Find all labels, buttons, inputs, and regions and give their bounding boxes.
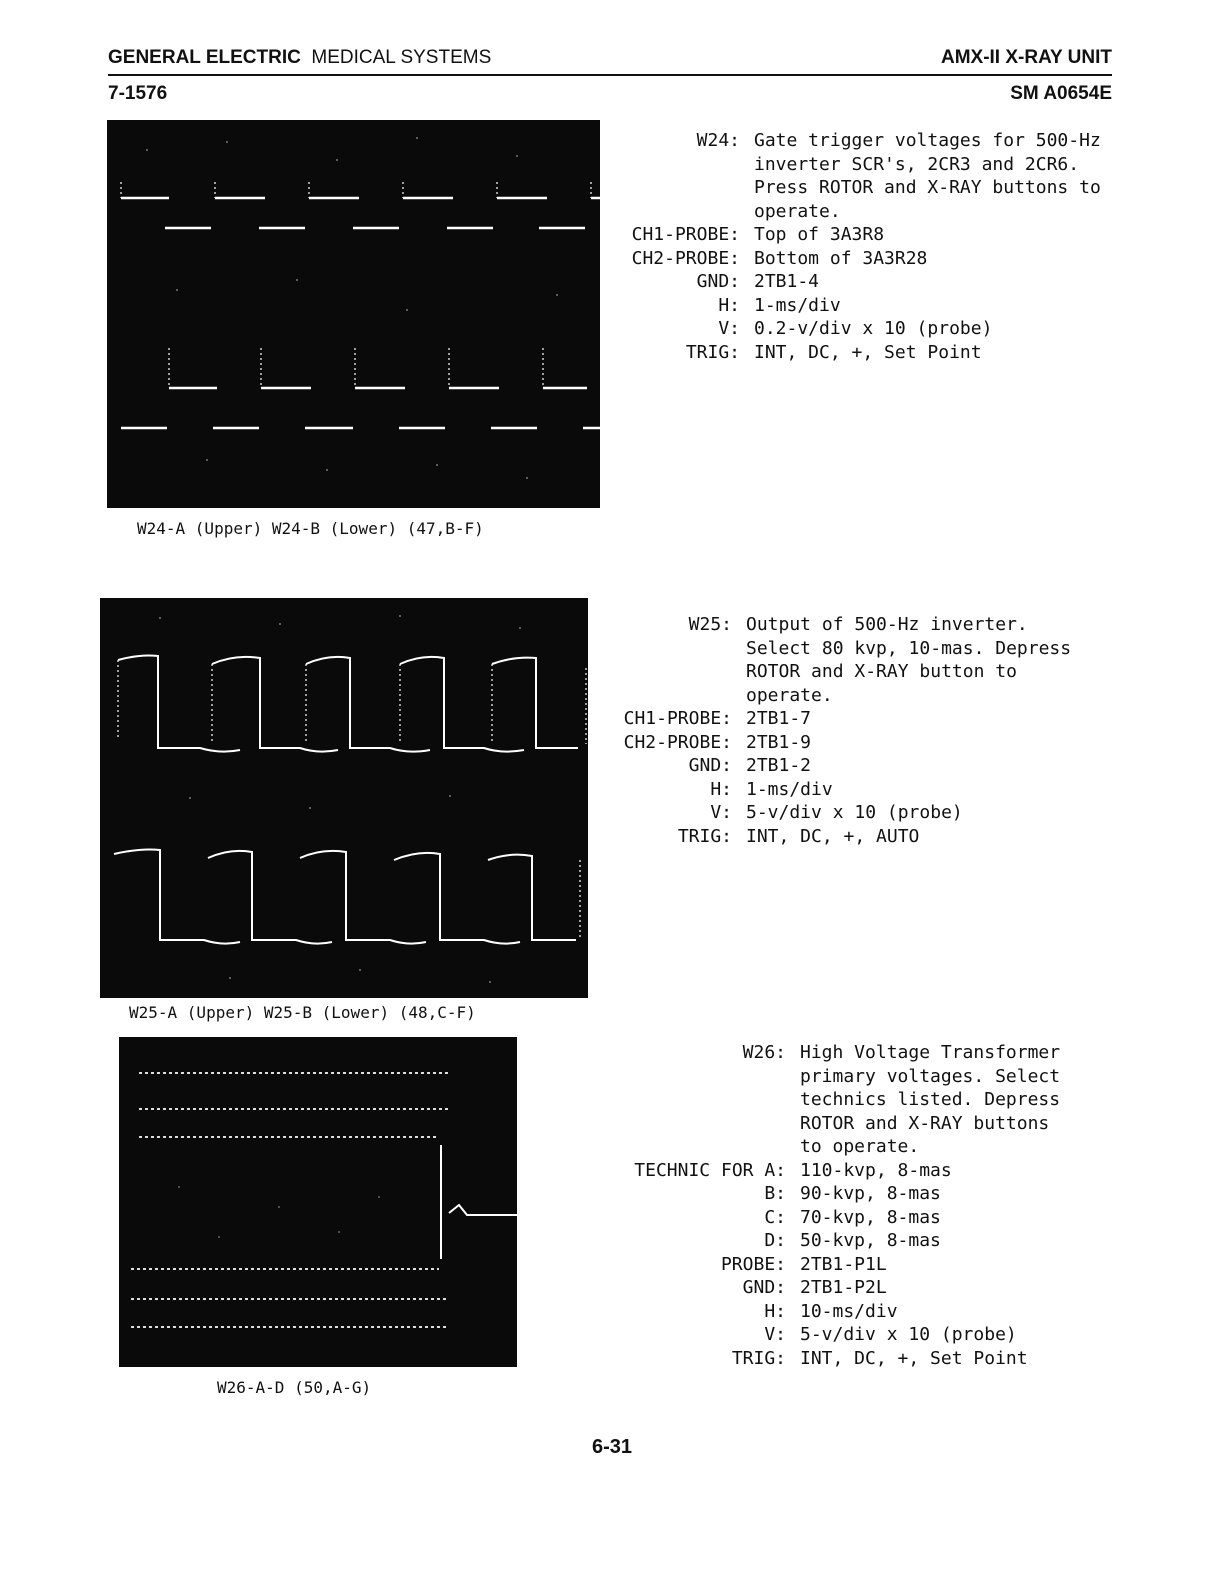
- spec-value: INT, DC, +, Set Point: [754, 341, 982, 363]
- scope-photo-w24: [107, 120, 600, 508]
- waveform-trace-w24: [107, 120, 600, 508]
- figure-id: W26:: [742, 1042, 786, 1063]
- desc-line: ROTOR and X-RAY buttons: [800, 1112, 1050, 1134]
- spec-row: [600, 223, 1101, 247]
- spec-label: GND:: [742, 1277, 786, 1298]
- spec-label: GND:: [688, 755, 732, 776]
- spec-row: [618, 1041, 1060, 1159]
- spec-value: 5-v/div x 10 (probe): [746, 802, 963, 823]
- spec-row: [600, 341, 1101, 365]
- spec-block-w25: [592, 613, 1071, 848]
- spec-value: 50-kvp, 8-mas: [800, 1230, 941, 1251]
- spec-row: [600, 129, 1101, 223]
- spec-label: H:: [764, 1300, 786, 1322]
- desc-line: primary voltages. Select: [800, 1065, 1061, 1087]
- spec-row: [618, 1182, 1060, 1206]
- desc-line: Press ROTOR and X-RAY buttons to: [754, 177, 1101, 198]
- spec-row: [618, 1347, 1060, 1371]
- spec-value: 1-ms/div: [746, 778, 833, 800]
- spec-label: V:: [764, 1324, 786, 1345]
- desc-line: operate.: [746, 684, 833, 706]
- figure-caption-w26: W26-A-D (50,A-G): [217, 1378, 372, 1397]
- header-unit: AMX-II X-RAY UNIT: [940, 47, 1112, 68]
- spec-value: 2TB1-9: [746, 731, 812, 753]
- spec-value: 10-ms/div: [800, 1300, 898, 1322]
- waveform-trace-w26: [119, 1037, 517, 1367]
- header-company: [108, 47, 491, 69]
- spec-label: PROBE:: [720, 1253, 786, 1275]
- figure-description: [786, 1041, 1060, 1159]
- spec-row: [592, 731, 1071, 755]
- spec-label: CH1-PROBE:: [631, 224, 740, 245]
- desc-line: operate.: [754, 200, 841, 222]
- spec-row: [592, 801, 1071, 825]
- desc-line: High Voltage Transformer: [800, 1042, 1061, 1063]
- spec-row: [618, 1229, 1060, 1253]
- spec-row: [618, 1159, 1060, 1183]
- spec-block-w26: [618, 1041, 1060, 1370]
- figure-caption-w25: W25-A (Upper) W25-B (Lower) (48,C-F): [129, 1003, 476, 1022]
- spec-label: GND:: [696, 271, 740, 292]
- desc-line: inverter SCR's, 2CR3 and 2CR6.: [754, 153, 1080, 175]
- waveform-trace-w25: [100, 598, 588, 998]
- desc-line: ROTOR and X-RAY button to: [746, 661, 1017, 682]
- figure-description: [740, 129, 1101, 223]
- spec-row: [592, 707, 1071, 731]
- spec-value: INT, DC, +, Set Point: [800, 1347, 1028, 1369]
- spec-row: [618, 1300, 1060, 1324]
- spec-value: 110-kvp, 8-mas: [800, 1159, 952, 1181]
- spec-value: 1-ms/div: [754, 294, 841, 316]
- spec-label: TRIG:: [677, 825, 732, 847]
- spec-value: 0.2-v/div x 10 (probe): [754, 318, 993, 339]
- desc-line: Gate trigger voltages for 500-Hz: [754, 130, 1101, 151]
- spec-label: TECHNIC FOR A:: [634, 1159, 786, 1181]
- spec-value: INT, DC, +, AUTO: [746, 825, 920, 847]
- spec-value: 2TB1-7: [746, 708, 812, 729]
- header-manual-ref: SM A0654E: [1010, 83, 1112, 104]
- spec-value: Bottom of 3A3R28: [754, 247, 928, 269]
- spec-row: [600, 247, 1101, 271]
- spec-row: [618, 1206, 1060, 1230]
- spec-label: TRIG:: [685, 341, 740, 363]
- desc-line: Output of 500-Hz inverter.: [746, 614, 1028, 635]
- spec-label: H:: [710, 778, 732, 800]
- page-number: 6-31: [591, 1436, 633, 1458]
- spec-value: 2TB1-4: [754, 271, 820, 292]
- header-company-bold: GENERAL ELECTRIC: [108, 47, 301, 68]
- desc-line: Select 80 kvp, 10-mas. Depress: [746, 637, 1072, 659]
- spec-label: V:: [718, 318, 740, 339]
- spec-block-w24: [600, 129, 1101, 364]
- spec-value: 5-v/div x 10 (probe): [800, 1324, 1017, 1345]
- scope-photo-w26: [119, 1037, 517, 1367]
- figure-description: [732, 613, 1071, 707]
- spec-value: 2TB1-P2L: [800, 1277, 887, 1298]
- figure-caption-w24: W24-A (Upper) W24-B (Lower) (47,B-F): [137, 519, 484, 538]
- spec-row: [592, 825, 1071, 849]
- spec-row: [592, 613, 1071, 707]
- figure-id: W24:: [696, 130, 740, 151]
- header-doc-number: 7-1576: [108, 83, 168, 104]
- spec-label: TRIG:: [731, 1347, 786, 1369]
- desc-line: to operate.: [800, 1136, 920, 1157]
- figure-id: W25:: [688, 614, 732, 635]
- spec-row: [592, 778, 1071, 802]
- spec-row: [618, 1276, 1060, 1300]
- spec-label: CH2-PROBE:: [623, 731, 732, 753]
- spec-label: V:: [710, 802, 732, 823]
- spec-value: 2TB1-2: [746, 755, 812, 776]
- scope-photo-w25: [100, 598, 588, 998]
- spec-row: [600, 294, 1101, 318]
- spec-label: CH1-PROBE:: [623, 708, 732, 729]
- desc-line: technics listed. Depress: [800, 1089, 1061, 1110]
- spec-value: 70-kvp, 8-mas: [800, 1206, 941, 1228]
- spec-label: CH2-PROBE:: [631, 247, 740, 269]
- spec-row: [600, 270, 1101, 294]
- spec-row: [600, 317, 1101, 341]
- spec-value: 90-kvp, 8-mas: [800, 1183, 941, 1204]
- spec-label: B:: [764, 1183, 786, 1204]
- spec-label: H:: [718, 294, 740, 316]
- spec-value: Top of 3A3R8: [754, 224, 885, 245]
- spec-label: D:: [764, 1230, 786, 1251]
- spec-value: 2TB1-P1L: [800, 1253, 887, 1275]
- spec-label: C:: [764, 1206, 786, 1228]
- spec-row: [592, 754, 1071, 778]
- header-company-rest: MEDICAL SYSTEMS: [311, 47, 492, 68]
- header-rule: [108, 74, 1112, 76]
- spec-row: [618, 1253, 1060, 1277]
- spec-row: [618, 1323, 1060, 1347]
